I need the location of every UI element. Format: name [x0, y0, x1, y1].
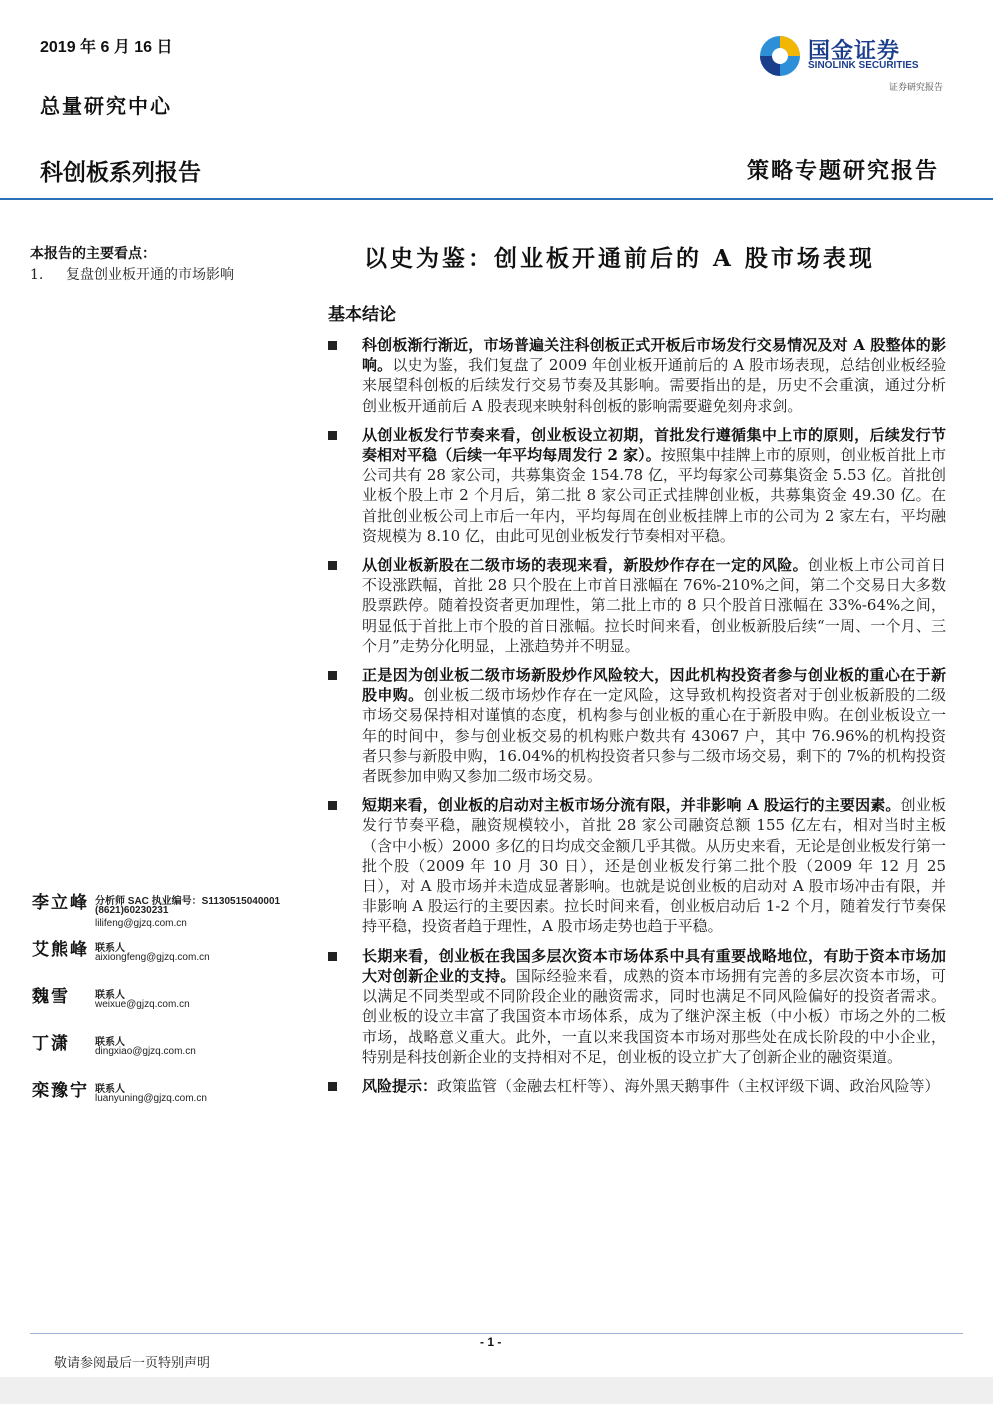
logo-english-name: SINOLINK SECURITIES: [808, 60, 919, 71]
analyst-email[interactable]: luanyuning@gjzq.com.cn: [95, 1093, 207, 1104]
bullet-square-icon: [328, 431, 337, 440]
conclusion-body: 以史为鉴，我们复盘了 2009 年创业板开通前后的 A 股市场表现，总结创业板经验来展望科创板的后续发行交易节奏及其影响。需要指出的是，历史不会重演，通过分析创业板开通前后 A 股表现来映射科创板的影响需要避免刻舟求剑。: [362, 356, 946, 415]
highlight-item: [30, 264, 234, 284]
conclusion-list: [328, 335, 946, 1105]
analyst-name: 魏雪: [32, 987, 70, 1007]
conclusion-body: 创业板二级市场炒作存在一定风险，这导致机构投资者对于创业板新股的二级市场交易保持相对谨慎的态度，机构参与创业板的重心在于新股申购。在创业板设立一年的时间中，参与创业板交易的机构账户数共有 43067 户，其中 76.96%的机构投资者只参与新股申购，16.04%的机构投资者只参与二级市场交易，剩下的 7%的机构投资者既参加申购又参加二级市场交易。: [362, 686, 946, 786]
analyst-name: 艾熊峰: [32, 940, 89, 960]
report-series: 科创板系列报告: [40, 159, 201, 185]
footer-divider: [30, 1333, 963, 1334]
conclusion-body: 创业板上市公司首日不设涨跌幅，首批 28 只个股在上市首日涨幅在 76%-210%之间，第二个交易日大多数股票跌停。随着投资者更加理性，第二批上市的 8 只个股首日涨幅在 33%-64%之间，明显低于首批上市个股的首日涨幅。拉长时间来看，创业板新股后续“一周、一个月、三个月”走势分化明显，上涨趋势并不明显。: [362, 556, 946, 655]
analyst-email[interactable]: dingxiao@gjzq.com.cn: [95, 1046, 196, 1057]
analyst-phone: (8621)60230231: [95, 905, 169, 916]
bullet-square-icon: [328, 341, 337, 350]
section-heading: 基本结论: [328, 305, 396, 325]
conclusion-lead: 正是因为创业板二级市场新股炒作风险较大，因此机构投资者参与创业板的重心在于新股申购。: [362, 666, 946, 705]
bullet-square-icon: [328, 561, 337, 570]
analyst-entry: [32, 935, 312, 982]
conclusion-item: [328, 665, 946, 786]
conclusion-lead: 风险提示：: [362, 1076, 438, 1095]
conclusion-body: 政策监管（金融去杠杆等）、海外黑天鹅事件（主权评级下调、政治风险等）: [437, 1076, 940, 1095]
conclusion-body: 创业板发行节奏平稳，融资规模较小，首批 28 家公司融资总额 155 亿左右，相对当时主板（含中小板）2000 多亿的日均成交金额几乎其微。从历史来看，无论是创业板发行第一批个股（2009 年 10 月 30 日），还是创业板发行第二批个股（2009 年 12 月 25 日），对 A 股市场并未造成显著影响。也就是说创业板的启动对 A 股市场冲击有限，并非影响 A 股运行的主要因素。拉长时间来看，创业板启动后 1-2 个月，随着发行节奏保持平稳，投资者趋于理性，A 股市场走势也趋于平稳。: [362, 796, 946, 936]
analyst-name: 李立峰: [32, 893, 89, 913]
logo-chinese-name: 国金证券: [808, 38, 901, 63]
page-bottom-band: [0, 1377, 993, 1404]
bullet-square-icon: [328, 801, 337, 810]
page-number: - 1 -: [480, 1335, 502, 1349]
analyst-entry: [32, 1029, 312, 1076]
analyst-name: 栾豫宁: [32, 1081, 89, 1101]
bullet-square-icon: [328, 671, 337, 680]
conclusion-item: [328, 425, 946, 546]
bullet-square-icon: [328, 1082, 337, 1091]
conclusion-lead: 短期来看，创业板的启动对主板市场分流有限，并非影响 A 股运行的主要因素。: [362, 796, 901, 815]
conclusion-item: [328, 1076, 946, 1096]
conclusion-lead: 长期来看，创业板在我国多层次资本市场体系中具有重要战略地位，有助于资本市场加大对创新企业的支持。: [362, 946, 946, 985]
bullet-square-icon: [328, 952, 337, 961]
conclusion-lead: 从创业板新股在二级市场的表现来看，新股炒作存在一定的风险。: [362, 556, 808, 575]
analyst-email[interactable]: lilifeng@gjzq.com.cn: [95, 918, 187, 929]
analyst-entry: [32, 982, 312, 1029]
analyst-role: 联系人: [95, 1037, 125, 1048]
conclusion-item: [328, 335, 946, 416]
report-title: 以史为鉴：创业板开通前后的 A 股市场表现: [364, 245, 875, 272]
conclusion-lead: 科创板渐行渐近，市场普遍关注科创板正式开板后市场发行交易情况及对 A 股整体的影响。: [362, 336, 946, 375]
highlight-text: 复盘创业板开通的市场影响: [66, 267, 234, 283]
conclusion-body: 按照集中挂牌上市的原则，创业板首批上市公司共有 28 家公司，共募集资金 154.78 亿，平均每家公司募集资金 5.53 亿。首批创业板个股上市 2 个月后，第二批 8 家公司正式挂牌创业板，共募集资金 49.30 亿。在首批创业板公司上市后一年内，平均每周在创业板挂牌上市的公司为 2 家左右，平均融资规模为 8.10 亿，由此可见创业板发行节奏相对平稳。: [362, 446, 946, 545]
conclusion-item: [328, 555, 946, 656]
disclaimer-note: 敬请参阅最后一页特别声明: [54, 1356, 211, 1371]
header-divider: [0, 198, 993, 200]
analyst-role: 分析师 SAC 执业编号：S1130515040001: [95, 896, 281, 907]
analyst-role: 联系人: [95, 943, 125, 954]
analyst-list: [32, 888, 312, 1123]
analyst-entry: [32, 1076, 312, 1123]
conclusion-item: [328, 946, 946, 1067]
report-date: 2019 年 6 月 16 日: [40, 39, 173, 56]
analyst-role: 联系人: [95, 1084, 125, 1095]
report-type: 策略专题研究报告: [746, 158, 939, 184]
analyst-email[interactable]: aixiongfeng@gjzq.com.cn: [95, 952, 210, 963]
highlight-number: 1.: [30, 267, 44, 283]
conclusion-lead: 从创业板发行节奏来看，创业板设立初期，首批发行遵循集中上市的原则，后续发行节奏相对平稳（后续一年平均每周发行 2 家）。: [362, 425, 946, 465]
analyst-name: 丁潇: [32, 1034, 70, 1054]
conclusion-item: [328, 795, 946, 936]
analyst-entry: [32, 888, 312, 935]
logo-mark-icon: [758, 34, 802, 78]
analyst-email[interactable]: weixue@gjzq.com.cn: [95, 999, 190, 1010]
department-name: 总量研究中心: [40, 94, 172, 118]
conclusion-body: 国际经验来看，成熟的资本市场拥有完善的多层次资本市场，可以满足不同类型或不同阶段企业的融资需求，同时也满足不同风险偏好的投资者需求。创业板的设立丰富了我国资本市场体系，成为了继沪深主板（中小板）市场之外的二板市场，战略意义重大。此外，一直以来我国资本市场对那些处在成长阶段的中小企业，特别是科技创新企业的支持相对不足，创业板的设立扩大了创新企业的融资渠道。: [362, 966, 946, 1066]
analyst-role: 联系人: [95, 990, 125, 1001]
company-logo: [758, 32, 948, 82]
highlights-heading: 本报告的主要看点：: [30, 246, 156, 262]
logo-subtitle: 证券研究报告: [888, 83, 943, 93]
